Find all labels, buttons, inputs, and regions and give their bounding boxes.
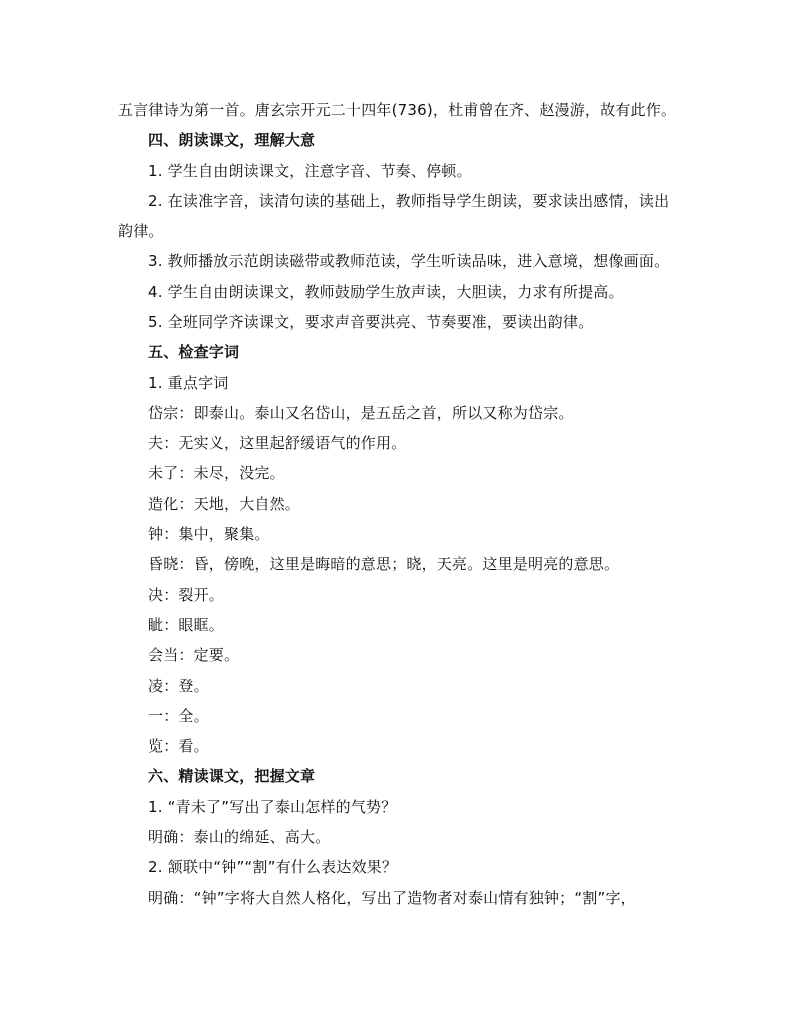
subheading: 1. 重点字词 — [148, 374, 229, 392]
answer: 明确：泰山的绵延、高大。 — [148, 828, 331, 846]
vocab-item: 会当：定要。 — [148, 646, 240, 664]
section-heading-5: 五、检查字词 — [148, 343, 240, 361]
vocab-item: 一：全。 — [148, 707, 209, 725]
section-heading-4: 四、朗读课文，理解大意 — [148, 131, 316, 149]
list-item: 1. 学生自由朗读课文，注意字音、节奏、停顿。 — [148, 162, 472, 180]
vocab-item: 眦：眼眶。 — [148, 616, 225, 634]
list-item: 2. 在读准字音，读清句读的基础上，教师指导学生朗读，要求读出感情，读出 — [148, 192, 670, 210]
answer: 明确：“钟”字将大自然人格化，写出了造物者对泰山情有独钟；“割”字， — [148, 889, 636, 907]
question: 2. 颔联中“钟”“割”有什么表达效果？ — [148, 858, 398, 876]
vocab-item: 凌：登。 — [148, 677, 209, 695]
vocab-item: 岱宗：即泰山。泰山又名岱山，是五岳之首，所以又称为岱宗。 — [148, 404, 574, 422]
vocab-item: 未了：未尽，没完。 — [148, 464, 285, 482]
question: 1. “青未了”写出了泰山怎样的气势？ — [148, 798, 397, 816]
vocab-item: 览：看。 — [148, 737, 209, 755]
list-item: 5. 全班同学齐读课文，要求声音要洪亮、节奏要准，要读出韵律。 — [148, 313, 594, 331]
list-item: 4. 学生自由朗读课文，教师鼓励学生放声读，大胆读，力求有所提高。 — [148, 283, 624, 301]
vocab-item: 造化：天地，大自然。 — [148, 495, 301, 513]
section-heading-6: 六、精读课文，把握文章 — [148, 767, 316, 785]
list-item: 3. 教师播放示范朗读磁带或教师范读，学生听读品味，进入意境，想像画面。 — [148, 252, 670, 270]
paragraph-continuation: 五言律诗为第一首。唐玄宗开元二十四年(736)，杜甫曾在齐、赵漫游，故有此作。 — [118, 101, 677, 119]
vocab-item: 昏晓：昏，傍晚，这里是晦暗的意思；晓，天亮。这里是明亮的意思。 — [148, 555, 620, 573]
vocab-item: 决：裂开。 — [148, 586, 225, 604]
list-item-continuation: 韵律。 — [118, 222, 164, 240]
vocab-item: 夫：无实义，这里起舒缓语气的作用。 — [148, 434, 407, 452]
vocab-item: 钟：集中，聚集。 — [148, 525, 270, 543]
